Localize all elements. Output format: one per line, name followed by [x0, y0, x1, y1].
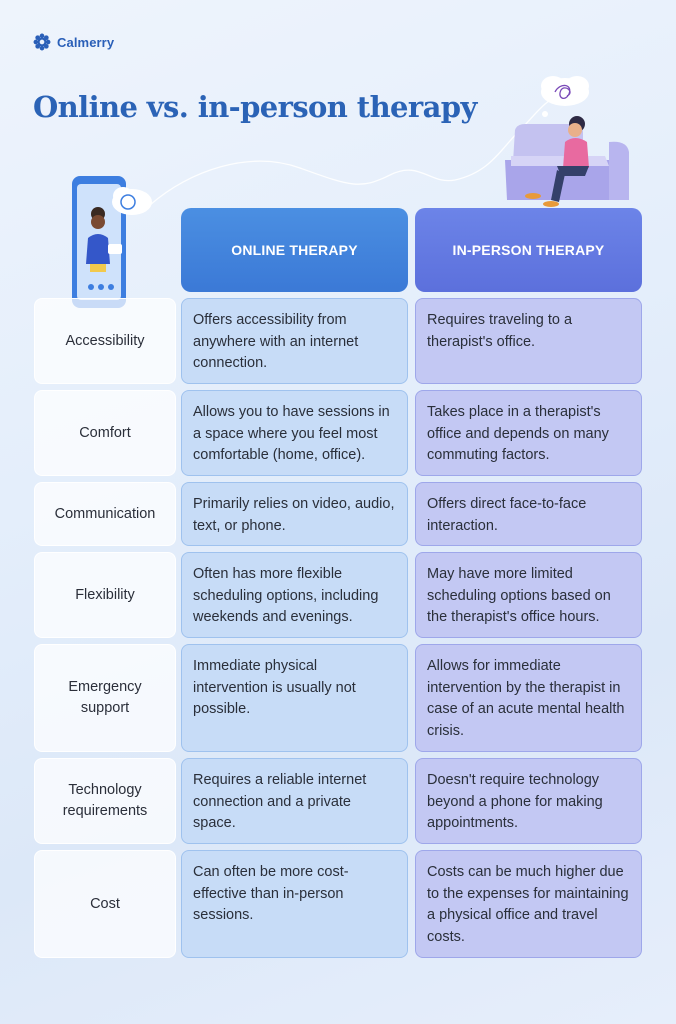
- gear-flower-icon: [33, 33, 51, 51]
- row-label-communication: Communication: [34, 482, 176, 546]
- cell-in-person-accessibility: Requires traveling to a therapist's office.: [415, 298, 642, 384]
- cell-online-communication: Primarily relies on video, audio, text, or phone.: [181, 482, 408, 546]
- row-label-flexibility: Flexibility: [34, 552, 176, 638]
- cell-in-person-comfort: Takes place in a therapist's office and depends on many commuting factors.: [415, 390, 642, 476]
- cell-online-technology-requirements: Requires a reliable internet connection and a private space.: [181, 758, 408, 844]
- cell-online-comfort: Allows you to have sessions in a space where you feel most comfortable (home, office).: [181, 390, 408, 476]
- row-label-comfort: Comfort: [34, 390, 176, 476]
- column-header-online-therapy: ONLINE THERAPY: [181, 208, 408, 292]
- page-title: Online vs. in-person therapy: [33, 90, 477, 124]
- cell-online-accessibility: Offers accessibility from anywhere with an internet connection.: [181, 298, 408, 384]
- cell-in-person-communication: Offers direct face-to-face interaction.: [415, 482, 642, 546]
- person-on-sofa-illustration: [505, 70, 640, 220]
- column-header-in-person-therapy: IN-PERSON THERAPY: [415, 208, 642, 292]
- row-label-technology-requirements: Technology requirements: [34, 758, 176, 844]
- cell-in-person-cost: Costs can be much higher due to the expenses for maintaining a physical office and travel costs.: [415, 850, 642, 958]
- brand-name: Calmerry: [57, 34, 115, 50]
- row-label-accessibility: Accessibility: [34, 298, 176, 384]
- cell-online-cost: Can often be more cost-effective than in-person sessions.: [181, 850, 408, 958]
- cell-in-person-emergency-support: Allows for immediate intervention by the therapist in case of an acute mental health crisis.: [415, 644, 642, 752]
- phone-therapist-illustration: [68, 172, 158, 312]
- cell-in-person-technology-requirements: Doesn't require technology beyond a phone for making appointments.: [415, 758, 642, 844]
- cell-in-person-flexibility: May have more limited scheduling options based on the therapist's office hours.: [415, 552, 642, 638]
- brand-logo: [33, 33, 114, 51]
- row-label-emergency-support: Emergency support: [34, 644, 176, 752]
- cell-online-flexibility: Often has more flexible scheduling options, including weekends and evenings.: [181, 552, 408, 638]
- row-label-cost: Cost: [34, 850, 176, 958]
- cell-online-emergency-support: Immediate physical intervention is usually not possible.: [181, 644, 408, 752]
